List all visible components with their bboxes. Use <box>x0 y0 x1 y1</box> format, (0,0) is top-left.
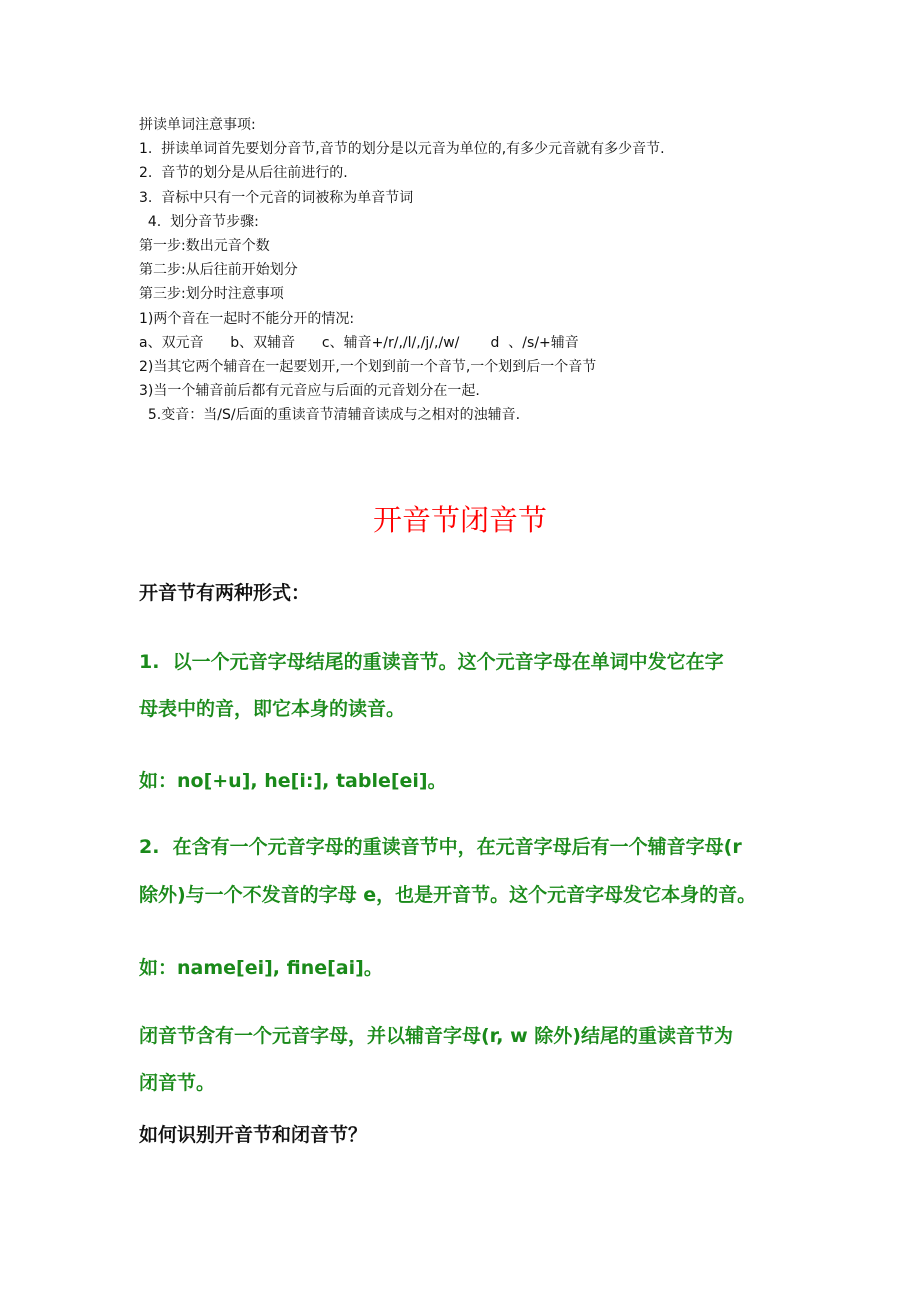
form1-example: 如：no[+u], he[i:], table[ei]。 <box>139 770 447 792</box>
note-line: 2)当其它两个辅音在一起要划开,一个划到前一个音节,一个划到后一个音节 <box>139 359 597 376</box>
form1-line1: 1. 以一个元音字母结尾的重读音节。这个元音字母在单词中发它在字 <box>139 651 724 673</box>
note-line: 5.变音：当/S/后面的重读音节清辅音读成与之相对的浊辅音. <box>139 407 521 424</box>
note-line: 第一步:数出元音个数 <box>139 238 270 255</box>
note-line: 1. 拼读单词首先要划分音节,音节的划分是以元音为单位的,有多少元音就有多少音节. <box>139 141 665 158</box>
note-line: a、双元音 b、双辅音 c、辅音+/r/,/l/,/j/,/w/ d 、/s/+辅音 <box>139 334 579 351</box>
note-line: 3. 音标中只有一个元音的词被称为单音节词 <box>139 189 414 206</box>
note-line: 第三步:划分时注意事项 <box>139 286 284 303</box>
form2-line2: 除外)与一个不发音的字母 e，也是开音节。这个元音字母发它本身的音。 <box>139 884 757 906</box>
closed-syllable-line1: 闭音节含有一个元音字母，并以辅音字母(r, w 除外)结尾的重读音节为 <box>139 1025 733 1047</box>
note-line: 3)当一个辅音前后都有元音应与后面的元音划分在一起. <box>139 383 480 400</box>
note-line: 1)两个音在一起时不能分开的情况: <box>139 310 355 327</box>
form1-line2: 母表中的音，即它本身的读音。 <box>139 698 406 720</box>
form2-line1: 2. 在含有一个元音字母的重读音节中，在元音字母后有一个辅音字母(r <box>139 836 742 858</box>
spelling-notes <box>139 113 665 428</box>
section-title: 开音节闭音节 <box>372 503 547 537</box>
form2-example: 如：name[ei], fine[ai]。 <box>139 957 383 979</box>
question: 如何识别开音节和闭音节？ <box>139 1124 368 1146</box>
note-line: 2. 音节的划分是从后往前进行的. <box>139 165 348 182</box>
notes-heading: 拼读单词注意事项: <box>139 117 256 133</box>
note-line: 第二步:从后往前开始划分 <box>139 262 298 279</box>
open-syllable-intro: 开音节有两种形式： <box>139 582 311 604</box>
note-line: 4. 划分音节步骤: <box>139 213 259 230</box>
closed-syllable-line2: 闭音节。 <box>139 1072 216 1094</box>
